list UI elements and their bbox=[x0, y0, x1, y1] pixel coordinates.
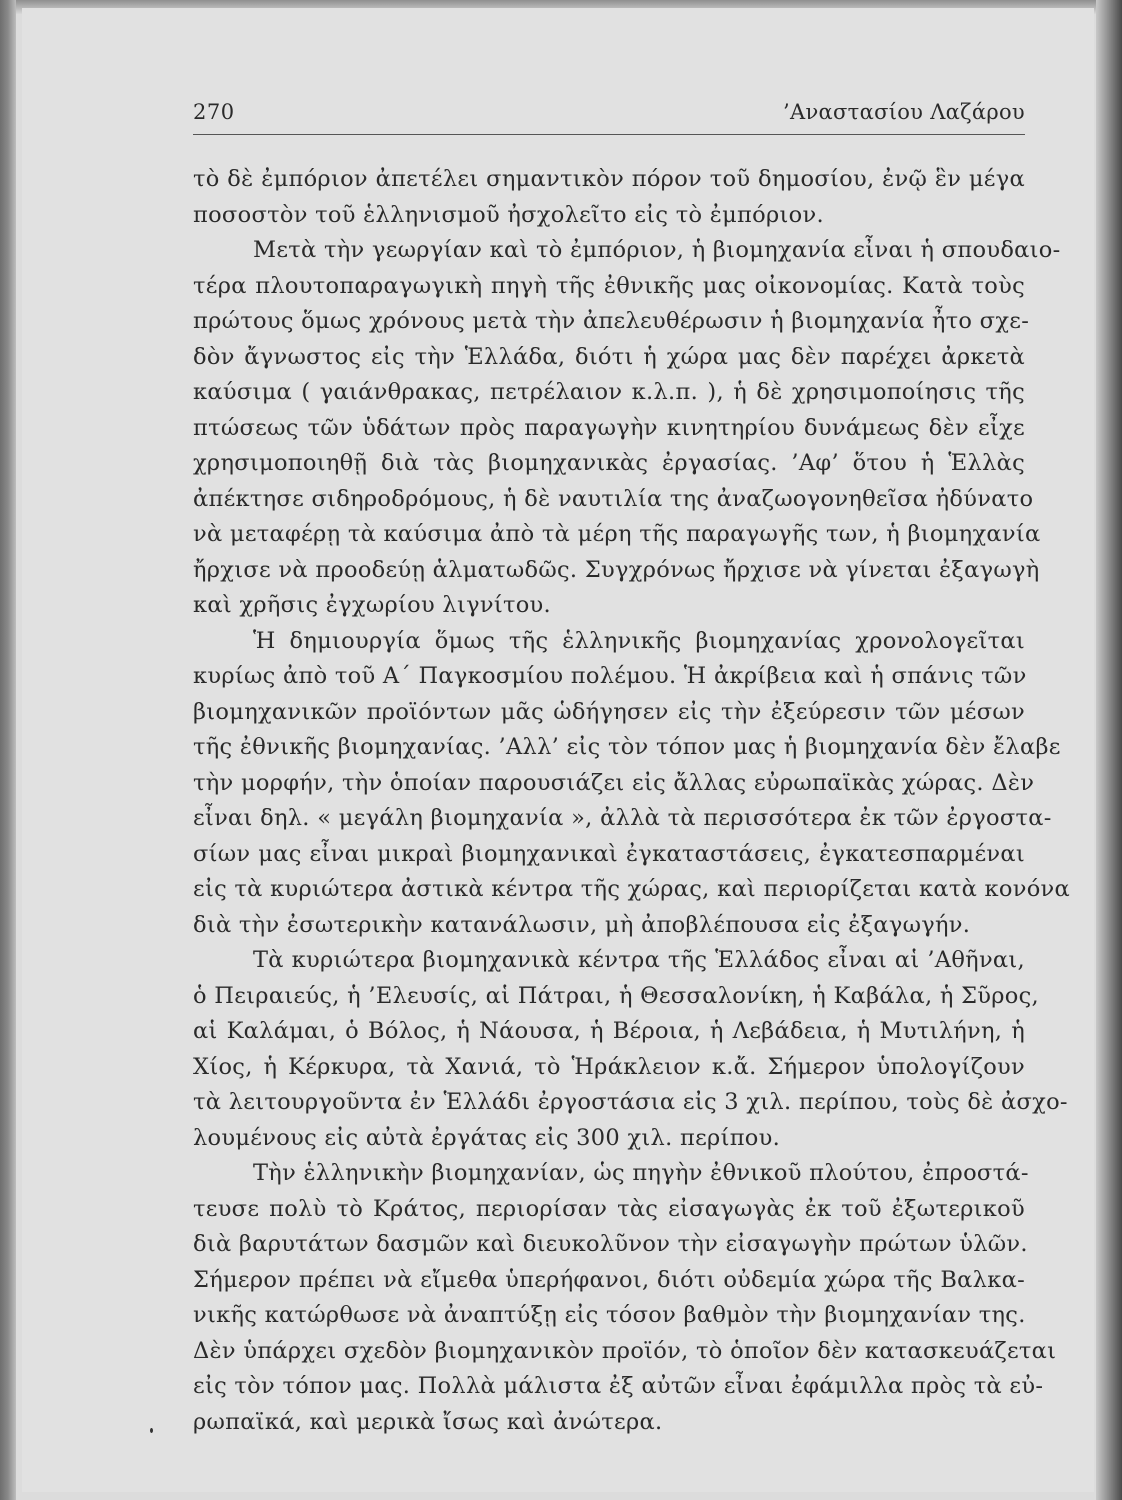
scan-speck bbox=[150, 1428, 153, 1433]
text-line: πρώτους ὅμως χρόνους μετὰ τὴν ἀπελευθέρωσιν ἡ βιομηχανία ἦτο σχε- bbox=[193, 308, 1030, 334]
text-line: βιομηχανικῶν προϊόντων μᾶς ὡδήγησεν εἰς τὴν ἐξεύρεσιν τῶν μέσων bbox=[193, 698, 1025, 725]
text-line: εἰς τὰ κυριώτερα ἀστικὰ κέντρα τῆς χώρας, καὶ περιορίζεται κατὰ κονόνα bbox=[193, 876, 1071, 902]
text-line: χρησιμοποιηθῇ διὰ τὰς βιομηχανικὰς ἐργασίας. ’Αφ’ ὅτου ἡ Ἑλλὰς bbox=[193, 450, 1025, 476]
text-line: καὶ χρῆσις ἐγχωρίου λιγνίτου. bbox=[193, 592, 551, 618]
text-line: τευσε πολὺ τὸ Κράτος, περιορίσαν τὰς εἰσαγωγὰς ἐκ τοῦ ἐξωτερικοῦ bbox=[193, 1195, 1025, 1222]
body-text bbox=[193, 162, 1071, 1440]
text-line: κυρίως ἀπὸ τοῦ Α΄ Παγκοσμίου πολέμου. Ἡ ἀκρίβεια καὶ ἡ σπάνις τῶν bbox=[193, 663, 1027, 689]
text-line: τῆς ἐθνικῆς βιομηχανίας. ’Αλλ’ εἰς τὸν τόπον μας ἡ βιομηχανία δὲν ἔλαβε bbox=[193, 734, 1061, 760]
running-head-author: ’Αναστασίου Λαζάρου bbox=[783, 100, 1025, 124]
running-head bbox=[193, 100, 1025, 135]
text-line: ποσοστὸν τοῦ ἑλληνισμοῦ ἠσχολεῖτο εἰς τὸ ἐμπόριον. bbox=[193, 201, 824, 228]
text-line: Σήμερον πρέπει νὰ εἴμεθα ὑπερήφανοι, διότι οὐδεμία χώρα τῆς Βαλκα- bbox=[193, 1266, 1025, 1293]
text-line: ἤρχισε νὰ προοδεύῃ ἁλματωδῶς. Συγχρόνως ἤρχισε νὰ γίνεται ἐξαγωγὴ bbox=[193, 556, 1040, 583]
text-line: τέρα πλουτοπαραγωγικὴ πηγὴ τῆς ἐθνικῆς μας οἰκονομίας. Κατὰ τοὺς bbox=[193, 272, 1025, 299]
text-line: Χίος, ἡ Κέρκυρα, τὰ Χανιά, τὸ Ἡράκλειον κ.ἄ. Σήμερον ὑπολογίζουν bbox=[193, 1053, 1025, 1080]
text-line: Δὲν ὑπάρχει σχεδὸν βιομηχανικὸν προϊόν, τὸ ὁποῖον δὲν κατασκευάζεται bbox=[193, 1337, 1057, 1364]
text-line: δὸν ἄγνωστος εἰς τὴν Ἑλλάδα, διότι ἡ χώρα μας δὲν παρέχει ἀρκετὰ bbox=[193, 343, 1025, 370]
text-line: ἀπέκτησε σιδηροδρόμους, ἡ δὲ ναυτιλία της ἀναζωογονηθεῖσα ἠδύνατο bbox=[193, 485, 1034, 512]
text-line: Μετὰ τὴν γεωργίαν καὶ τὸ ἐμπόριον, ἡ βιομηχανία εἶναι ἡ σπουδαιο- bbox=[253, 237, 1061, 263]
scan-left-edge bbox=[0, 0, 16, 1500]
text-line: διὰ τὴν ἐσωτερικὴν κατανάλωσιν, μὴ ἀποβλέπουσα εἰς ἐξαγωγήν. bbox=[193, 911, 971, 938]
text-line: τὴν μορφήν, τὴν ὁποίαν παρουσιάζει εἰς ἄλλας εὐρωπαϊκὰς χώρας. Δὲν bbox=[193, 769, 1035, 796]
text-line: εἶναι δηλ. « μεγάλη βιομηχανία », ἀλλὰ τὰ περισσότερα ἐκ τῶν ἐργοστα- bbox=[193, 805, 1052, 831]
text-line: Τὴν ἑλληνικὴν βιομηχανίαν, ὡς πηγὴν ἐθνικοῦ πλούτου, ἐπροστά- bbox=[253, 1160, 1029, 1186]
text-line: πτώσεως τῶν ὑδάτων πρὸς παραγωγὴν κινητηρίου δυνάμεως δὲν εἶχε bbox=[193, 414, 1025, 441]
text-line: ὁ Πειραιεύς, ἡ ’Ελευσίς, αἱ Πάτραι, ἡ Θεσσαλονίκη, ἡ Καβάλα, ἡ Σῦρος, bbox=[193, 982, 1039, 1009]
text-line: Ἡ δημιουργία ὅμως τῆς ἑλληνικῆς βιομηχανίας χρονολογεῖται bbox=[253, 627, 1025, 654]
text-line: νὰ μεταφέρῃ τὰ καύσιμα ἀπὸ τὰ μέρη τῆς παραγωγῆς των, ἡ βιομηχανία bbox=[193, 521, 1041, 547]
text-line: τὰ λειτουργοῦντα ἐν Ἑλλάδι ἐργοστάσια εἰς 3 χιλ. περίπου, τοὺς δὲ ἀσχο- bbox=[193, 1089, 1068, 1115]
text-line: εἰς τὸν τόπον μας. Πολλὰ μάλιστα ἐξ αὐτῶν εἶναι ἐφάμιλλα πρὸς τὰ εὐ- bbox=[193, 1373, 1044, 1399]
text-line: Τὰ κυριώτερα βιομηχανικὰ κέντρα τῆς Ἑλλάδος εἶναι αἱ ’Αθῆναι, bbox=[253, 947, 1025, 973]
text-line: ρωπαϊκά, καὶ μερικὰ ἴσως καὶ ἀνώτερα. bbox=[193, 1408, 663, 1435]
text-line: διὰ βαρυτάτων δασμῶν καὶ διευκολῦνον τὴν εἰσαγωγὴν πρώτων ὑλῶν. bbox=[193, 1231, 1028, 1257]
text-line: καύσιμα ( γαιάνθρακας, πετρέλαιον κ.λ.π. ), ἡ δὲ χρησιμοποίησις τῆς bbox=[193, 379, 1025, 405]
text-line: σίων μας εἶναι μικραὶ βιομηχανικαὶ ἐγκαταστάσεις, ἐγκατεσπαρμέναι bbox=[193, 840, 1025, 867]
text-line: αἱ Καλάμαι, ὁ Βόλος, ἡ Νάουσα, ἡ Βέροια, ἡ Λεβάδεια, ἡ Μυτιλήνη, ἡ bbox=[193, 1018, 1025, 1044]
text-line: τὸ δὲ ἐμπόριον ἀπετέλει σημαντικὸν πόρον τοῦ δημοσίου, ἐνῷ ἓν μέγα bbox=[193, 166, 1025, 192]
scan-right-edge bbox=[1096, 0, 1122, 1500]
text-line: νικῆς κατώρθωσε νὰ ἀναπτύξῃ εἰς τόσον βαθμὸν τὴν βιομηχανίαν της. bbox=[193, 1302, 1026, 1328]
text-line: λουμένους εἰς αὐτὰ ἐργάτας εἰς 300 χιλ. περίπου. bbox=[193, 1124, 781, 1151]
page-number: 270 bbox=[193, 100, 235, 124]
